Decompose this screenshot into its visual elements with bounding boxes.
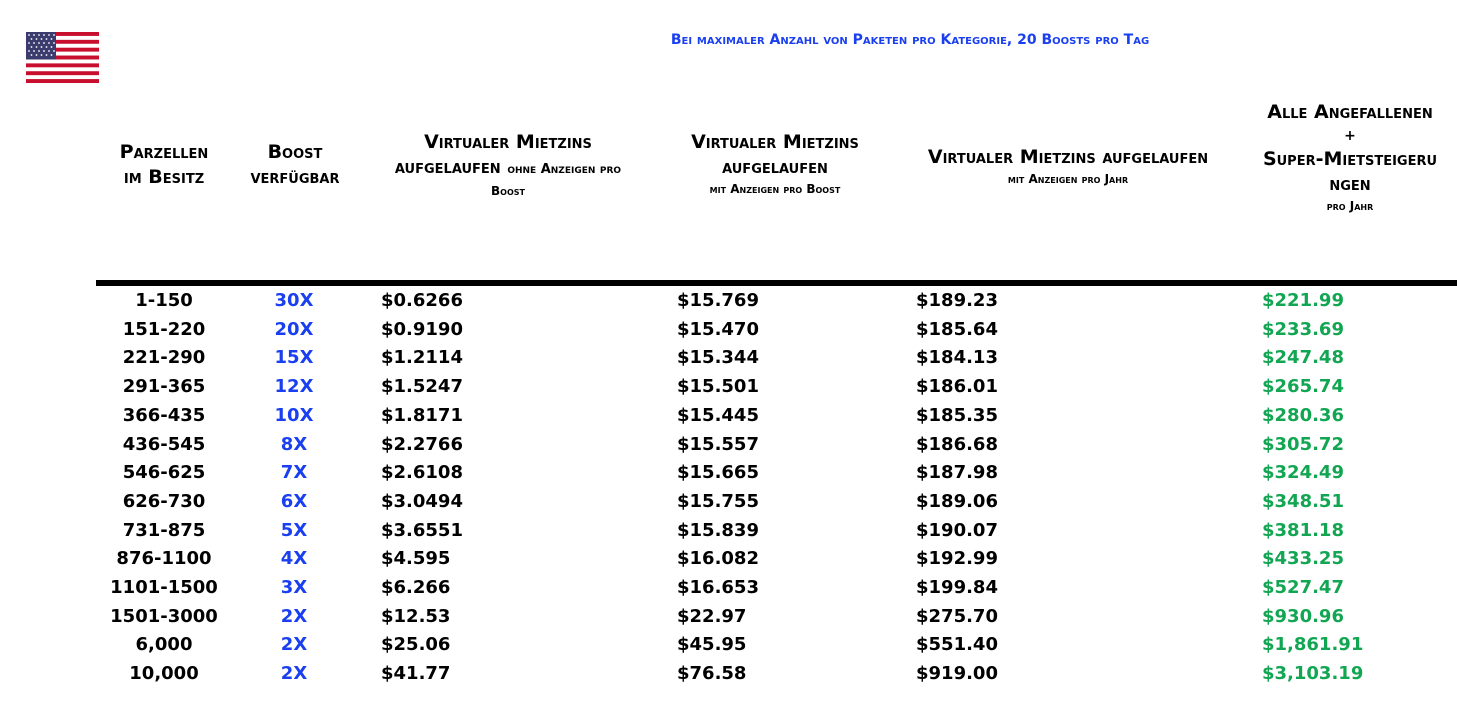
cell-virtual-year: $186.68 [916,433,998,455]
header-virtual-no-ads-line1: Virtualer Mietzins [424,131,592,153]
cell-boost: 30X [274,290,314,311]
header-virtual-no-ads-sub: Boost [491,184,525,198]
cell-virtual-year: $185.64 [916,318,998,340]
cell-virtual-year: $190.07 [916,519,998,541]
header-virtual-no-ads [362,130,654,200]
cell-boost: 4X [280,548,308,570]
header-total-line2: + [1344,128,1356,144]
cell-virtual-year: $184.13 [916,347,998,369]
cell-virtual-year: $189.06 [916,490,998,512]
cell-virtual-year: $199.84 [916,577,998,598]
cell-virtual-year: $187.98 [916,462,998,484]
cell-virtual-year: $919.00 [916,663,998,685]
cell-virtual-year: $192.99 [916,548,998,570]
cell-total: $324.49 [1262,462,1344,484]
cell-parcels: 10,000 [129,663,199,685]
table-row [0,603,1457,632]
cell-boost: 10X [274,404,314,426]
cell-total: $265.74 [1262,376,1344,398]
cell-virtual-ads: $15.755 [677,490,759,512]
cell-parcels: 1-150 [135,290,193,311]
cell-virtual-no-ads: $1.5247 [381,376,463,398]
cell-virtual-no-ads: $2.2766 [381,433,463,455]
cell-total: $3,103.19 [1262,663,1364,685]
cell-virtual-year: $275.70 [916,605,998,627]
cell-parcels: 876-1100 [116,548,212,570]
header-virtual-no-ads-inline-sub: ohne Anzeigen pro [507,162,622,177]
cell-virtual-no-ads: $3.6551 [381,519,463,541]
us-flag-icon [26,32,99,83]
cell-virtual-ads: $15.501 [677,376,759,398]
header-total [1244,100,1456,215]
header-parcels-line1: Parzellen [119,141,209,163]
table-row [0,402,1457,431]
cell-virtual-no-ads: $41.77 [381,663,451,685]
cell-total: $527.47 [1262,577,1344,598]
table-row [0,631,1457,660]
cell-virtual-ads: $15.839 [677,519,759,541]
cell-virtual-ads: $15.769 [677,290,759,311]
cell-total: $247.48 [1262,347,1344,369]
cell-parcels: 626-730 [122,490,206,512]
table-row [0,545,1457,574]
header-virtual-ads-line1: Virtualer Mietzins [691,131,859,153]
header-virtual-year [892,145,1244,188]
cell-virtual-no-ads: $1.2114 [381,347,463,369]
cell-virtual-no-ads: $25.06 [381,634,451,656]
cell-virtual-no-ads: $3.0494 [381,490,463,512]
header-virtual-ads [665,130,885,198]
cell-virtual-ads: $16.653 [677,577,759,598]
cell-total: $233.69 [1262,318,1344,340]
cell-virtual-ads: $16.082 [677,548,759,570]
page-banner: Bei maximaler Anzahl von Paketen pro Kategorie, 20 Boosts pro Tag [670,32,1150,48]
cell-parcels: 6,000 [135,634,193,656]
cell-total: $305.72 [1262,433,1344,455]
cell-virtual-no-ads: $12.53 [381,605,451,627]
cell-total: $221.99 [1262,290,1344,311]
cell-total: $280.36 [1262,404,1344,426]
cell-boost: 15X [274,347,314,369]
header-divider [96,280,1457,286]
cell-virtual-no-ads: $2.6108 [381,462,463,484]
cell-boost: 5X [280,519,308,541]
cell-virtual-ads: $45.95 [677,634,747,656]
cell-boost: 3X [280,577,308,598]
cell-virtual-ads: $15.557 [677,433,759,455]
cell-total: $930.96 [1262,605,1344,627]
table-row [0,459,1457,488]
cell-parcels: 221-290 [122,347,206,369]
table-row [0,517,1457,546]
table-row [0,344,1457,373]
header-virtual-ads-sub: mit Anzeigen pro Boost [709,182,841,196]
cell-total: $348.51 [1262,490,1344,512]
cell-parcels: 546-625 [122,462,206,484]
table-row [0,373,1457,402]
cell-parcels: 151-220 [122,318,206,340]
cell-virtual-ads: $15.344 [677,347,759,369]
cell-virtual-year: $185.35 [916,404,998,426]
cell-parcels: 291-365 [122,376,206,398]
cell-parcels: 366-435 [122,404,206,426]
header-total-line4: ngen [1329,173,1371,195]
header-total-line3: Super-Mietsteigeru [1262,148,1438,170]
header-total-line1: Alle Angefallenen [1267,101,1433,123]
cell-total: $433.25 [1262,548,1344,570]
header-boost-line1: Boost [267,141,323,163]
header-total-sub: pro Jahr [1326,199,1374,213]
header-virtual-year-sub: mit Anzeigen pro Jahr [1007,172,1129,186]
cell-virtual-no-ads: $6.266 [381,577,451,598]
cell-boost: 2X [280,634,308,656]
header-parcels-line2: im Besitz [123,166,205,188]
cell-virtual-ads: $15.665 [677,462,759,484]
cell-boost: 7X [280,462,308,484]
cell-virtual-no-ads: $4.595 [381,548,451,570]
cell-virtual-no-ads: $0.6266 [381,290,463,311]
header-virtual-no-ads-line2: aufgelaufen [394,156,501,178]
cell-boost: 2X [280,663,308,685]
cell-parcels: 436-545 [122,433,206,455]
cell-parcels: 1101-1500 [110,577,218,598]
cell-boost: 12X [274,376,314,398]
header-parcels [100,140,228,190]
table-row [0,316,1457,345]
cell-total: $1,861.91 [1262,634,1364,656]
cell-boost: 6X [280,490,308,512]
cell-parcels: 1501-3000 [110,605,218,627]
cell-boost: 20X [274,318,314,340]
header-virtual-ads-line2: aufgelaufen [722,156,828,178]
cell-boost: 2X [280,605,308,627]
cell-virtual-ads: $15.470 [677,318,759,340]
cell-total: $381.18 [1262,519,1344,541]
header-virtual-year-line1: Virtualer Mietzins aufgelaufen [927,146,1209,168]
cell-virtual-ads: $22.97 [677,605,747,627]
table-row [0,287,1457,316]
table-row [0,574,1457,603]
header-boost [236,140,354,190]
cell-virtual-no-ads: $0.9190 [381,318,463,340]
cell-virtual-year: $186.01 [916,376,998,398]
header-boost-line2: verfügbar [250,166,340,188]
cell-virtual-year: $551.40 [916,634,998,656]
table-row [0,488,1457,517]
cell-virtual-ads: $15.445 [677,404,759,426]
table-row [0,660,1457,689]
cell-boost: 8X [280,433,308,455]
table-row [0,431,1457,460]
cell-virtual-ads: $76.58 [677,663,747,685]
cell-virtual-no-ads: $1.8171 [381,404,463,426]
cell-virtual-year: $189.23 [916,290,998,311]
cell-parcels: 731-875 [122,519,206,541]
